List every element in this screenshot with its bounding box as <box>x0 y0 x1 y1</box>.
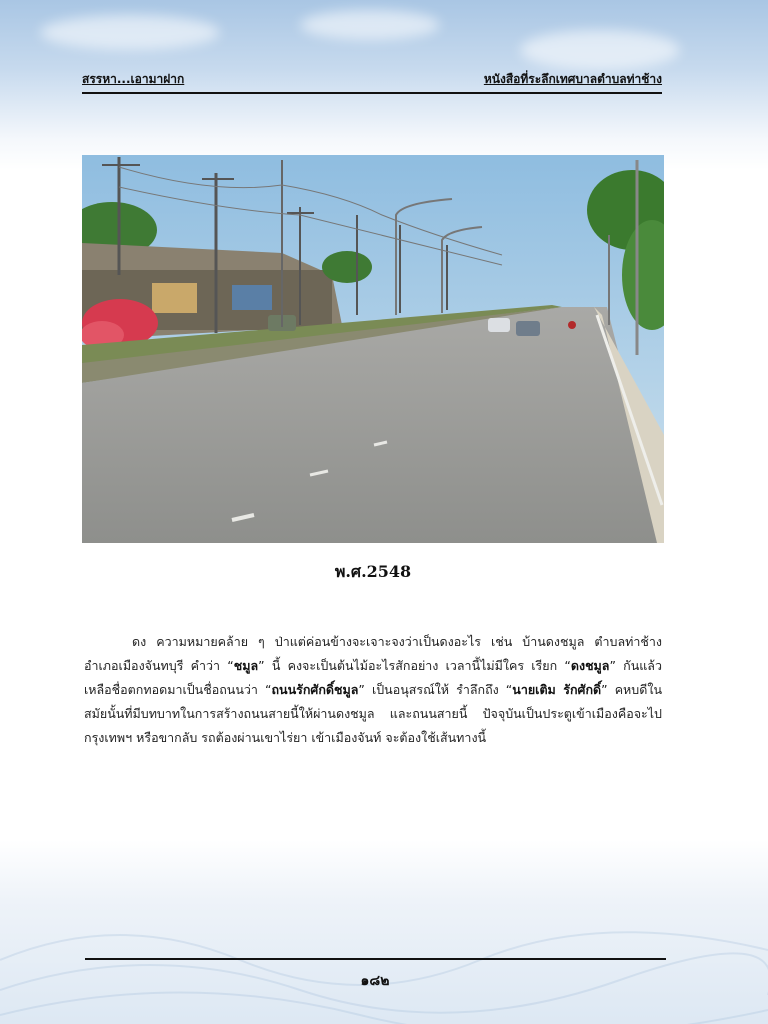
sky-cloud <box>40 15 220 50</box>
body-paragraph-text <box>84 630 662 750</box>
text-segment: ดง ความหมายคล้าย ๆ ป่าแต่ค่อนข้างจะเจาะจงว่าเป็นดงอะไร เช่น บ้านดงชมูล ตำบลท่าช้าง อำเภอเมืองจันทบุรี คำว่า “ <box>84 634 662 673</box>
text-segment: ” นี้ คงจะเป็นต้นไม้อะไรสักอย่าง เวลานี้ไม่มีใคร เรียก “ <box>258 658 571 673</box>
header-book-title: หนังสือที่ระลึกเทศบาลตำบลท่าช้าง <box>483 72 662 86</box>
sky-cloud <box>520 30 680 70</box>
photo-caption: พ.ศ.2548 <box>334 562 412 581</box>
page-number: ๑๘๒ <box>360 973 390 989</box>
text-segment: ” คหบดีในสมัยนั้นที่มีบทบาทในการสร้างถนนสายนี้ให้ผ่านดงชมูล และถนนสายนี้ ปัจจุบันเป็นประตูเข้าเมืองคือจะไปกรุงเทพฯ หรือขากลับ รถต้องผ่านเขาไร่ยา เข้าเมืองจันท์ จะต้องใช้เส้นทางนี้ <box>84 682 662 745</box>
text-segment: ” กันแล้ว เหลือชื่อตกทอดมาเป็นชื่อถนนว่า “ <box>84 658 662 697</box>
street-photo-illustration <box>82 155 664 543</box>
body-paragraph <box>84 630 662 750</box>
page-header <box>82 70 662 94</box>
background-swirl-pattern <box>0 900 768 1024</box>
text-segment-bold: ถนนรักศักดิ์ชมูล <box>271 682 359 697</box>
text-segment-bold: นายเติม รักศักดิ์ <box>512 682 602 697</box>
text-segment-bold: ดงชมูล <box>570 658 610 673</box>
street-photo <box>82 155 664 543</box>
header-section-title: สรรหา...เอามาฝาก <box>82 72 185 86</box>
sky-cloud <box>300 10 440 40</box>
text-segment: ” เป็นอนุสรณ์ให้ รำลึกถึง “ <box>358 682 513 697</box>
text-segment-bold: ชมูล <box>233 658 259 673</box>
footer-divider <box>85 958 666 960</box>
